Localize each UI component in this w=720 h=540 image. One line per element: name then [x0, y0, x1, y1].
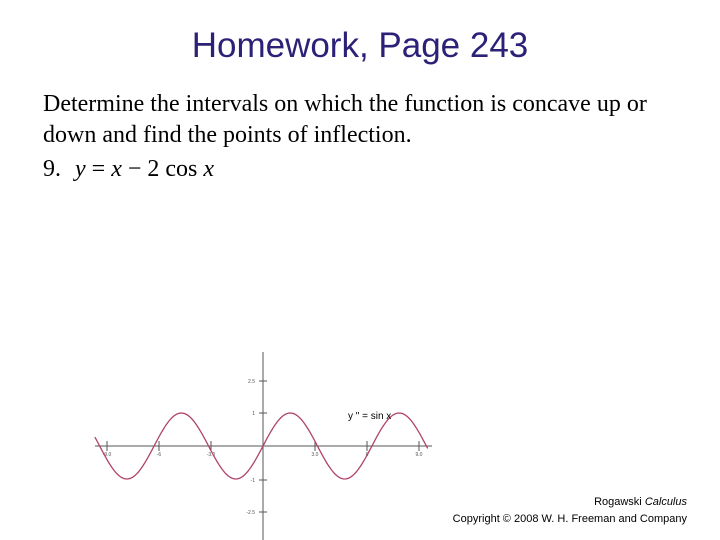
- credit-book-title: Calculus: [644, 496, 687, 508]
- equation-y: y: [75, 156, 86, 182]
- equation-rest: − 2 cos: [121, 156, 204, 182]
- xtick-label: -6: [156, 452, 162, 458]
- slide-title: Homework, Page 243: [191, 26, 529, 65]
- xtick-label: 6: [365, 452, 369, 458]
- ytick-label: -2.5: [246, 510, 255, 516]
- equation-equals: =: [85, 156, 112, 182]
- credit-line-book: [453, 494, 687, 511]
- curve-label: y " = sin x: [348, 411, 392, 422]
- xtick-label: 9.0: [415, 452, 423, 458]
- equation-x: x: [111, 156, 122, 182]
- xtick-label: -9.0: [102, 452, 112, 458]
- credit-author: Rogawski: [594, 496, 645, 508]
- instructions-text: Determine the intervals on which the function is concave up or down and find the points of inflection.: [43, 91, 647, 148]
- problem-number: 9.: [43, 156, 61, 182]
- ytick-label: -1: [250, 478, 255, 484]
- xtick-label: -3.0: [206, 452, 216, 458]
- ytick-label: 2.5: [248, 379, 255, 385]
- credit-copyright: Copyright © 2008 W. H. Freeman and Company: [452, 513, 687, 525]
- ytick-label: 1: [252, 411, 255, 417]
- equation-x2: x: [203, 156, 215, 182]
- copyright-credit: [453, 494, 687, 528]
- xtick-label: 3.0: [311, 452, 319, 458]
